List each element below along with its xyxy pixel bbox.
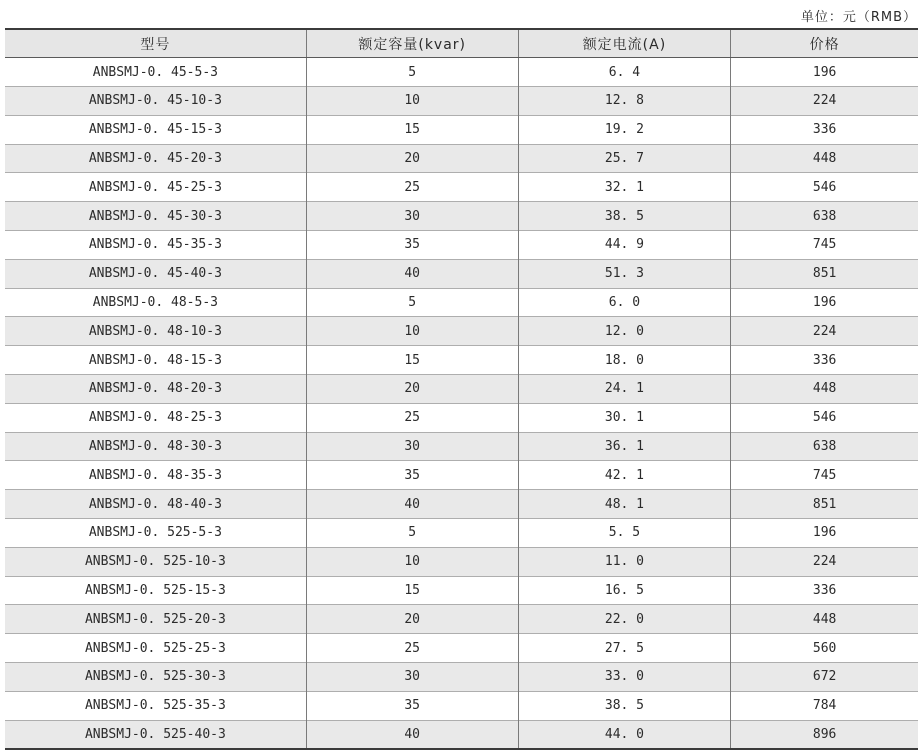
cell-capacity: 40 [306,259,518,288]
cell-model: ANBSMJ-0. 45-40-3 [88,266,222,282]
table-row [5,173,918,202]
cell-model: ANBSMJ-0. 45-25-3 [88,179,222,195]
header-row [5,29,918,58]
cell-current: 48. 1 [518,490,731,519]
table-row [5,605,918,634]
table-row [5,403,918,432]
cell-model: ANBSMJ-0. 45-15-3 [88,122,222,138]
table-row [5,115,918,144]
table-row [5,663,918,692]
unit-label: 单位：元（RMB） [800,10,917,25]
cell-current: 18. 0 [518,346,731,375]
cell-model: ANBSMJ-0. 48-35-3 [88,467,222,483]
table-row [5,375,918,404]
cell-current: 22. 0 [518,605,731,634]
cell-capacity: 15 [306,576,518,605]
cell-price: 851 [731,490,918,519]
cell-price: 448 [731,375,918,404]
cell-model: ANBSMJ-0. 525-30-3 [84,669,226,685]
cell-price: 448 [731,144,918,173]
cell-current: 36. 1 [518,432,731,461]
cell-current: 11. 0 [518,547,731,576]
table-row [5,432,918,461]
cell-model: ANBSMJ-0. 48-20-3 [88,381,222,397]
cell-capacity: 30 [306,432,518,461]
cell-capacity: 10 [306,317,518,346]
table-row [5,519,918,548]
cell-model: ANBSMJ-0. 525-5-3 [88,525,222,541]
cell-current: 5. 5 [518,519,731,548]
table-row [5,634,918,663]
cell-model: ANBSMJ-0. 48-10-3 [88,323,222,339]
cell-model: ANBSMJ-0. 45-5-3 [92,64,218,80]
cell-current: 6. 4 [518,58,731,87]
cell-capacity: 25 [306,403,518,432]
table-row [5,576,918,605]
cell-capacity: 15 [306,346,518,375]
table-row [5,547,918,576]
cell-capacity: 35 [306,231,518,260]
cell-capacity: 10 [306,87,518,116]
cell-model: ANBSMJ-0. 48-25-3 [88,410,222,426]
cell-capacity: 20 [306,375,518,404]
cell-price: 336 [731,576,918,605]
cell-current: 42. 1 [518,461,731,490]
cell-price: 745 [731,231,918,260]
cell-price: 896 [731,720,918,749]
cell-model: ANBSMJ-0. 48-40-3 [88,496,222,512]
cell-current: 44. 0 [518,720,731,749]
table-row [5,346,918,375]
cell-price: 336 [731,346,918,375]
cell-capacity: 40 [306,490,518,519]
cell-price: 546 [731,403,918,432]
cell-model: ANBSMJ-0. 525-35-3 [84,698,226,714]
cell-capacity: 40 [306,720,518,749]
cell-price: 224 [731,547,918,576]
table-row [5,317,918,346]
cell-model: ANBSMJ-0. 48-30-3 [88,439,222,455]
cell-model: ANBSMJ-0. 45-30-3 [88,208,222,224]
header-current: 额定电流(A) [518,29,731,58]
table-row [5,58,918,87]
cell-model: ANBSMJ-0. 525-15-3 [84,583,226,599]
cell-price: 196 [731,58,918,87]
cell-current: 32. 1 [518,173,731,202]
header-price: 价格 [731,29,918,58]
cell-capacity: 5 [306,58,518,87]
table-row [5,691,918,720]
cell-current: 24. 1 [518,375,731,404]
cell-model: ANBSMJ-0. 48-5-3 [92,295,218,311]
cell-current: 25. 7 [518,144,731,173]
table-header [5,29,918,58]
cell-current: 6. 0 [518,288,731,317]
cell-capacity: 35 [306,691,518,720]
cell-price: 784 [731,691,918,720]
cell-price: 224 [731,317,918,346]
table-row [5,259,918,288]
cell-price: 638 [731,432,918,461]
cell-current: 16. 5 [518,576,731,605]
cell-current: 12. 0 [518,317,731,346]
cell-capacity: 30 [306,202,518,231]
cell-price: 336 [731,115,918,144]
cell-current: 51. 3 [518,259,731,288]
cell-current: 38. 5 [518,202,731,231]
cell-price: 448 [731,605,918,634]
cell-price: 560 [731,634,918,663]
price-table [5,28,918,750]
cell-capacity: 35 [306,461,518,490]
table-row [5,490,918,519]
cell-model: ANBSMJ-0. 45-35-3 [88,237,222,253]
cell-capacity: 5 [306,288,518,317]
cell-capacity: 20 [306,605,518,634]
cell-model: ANBSMJ-0. 525-40-3 [84,726,226,742]
table-row [5,202,918,231]
header-model: 型号 [5,29,306,58]
cell-model: ANBSMJ-0. 45-20-3 [88,151,222,167]
header-capacity: 额定容量(kvar) [306,29,518,58]
cell-model: ANBSMJ-0. 525-10-3 [84,554,226,570]
cell-capacity: 25 [306,173,518,202]
cell-price: 638 [731,202,918,231]
cell-price: 851 [731,259,918,288]
cell-model: ANBSMJ-0. 525-25-3 [84,640,226,656]
table-row [5,720,918,749]
table-row [5,87,918,116]
table-row [5,461,918,490]
cell-current: 33. 0 [518,663,731,692]
cell-price: 672 [731,663,918,692]
table-row [5,288,918,317]
cell-model: ANBSMJ-0. 525-20-3 [84,611,226,627]
cell-price: 196 [731,519,918,548]
cell-price: 745 [731,461,918,490]
table-body [5,58,918,749]
cell-current: 44. 9 [518,231,731,260]
table-row [5,144,918,173]
cell-capacity: 20 [306,144,518,173]
cell-current: 12. 8 [518,87,731,116]
cell-capacity: 25 [306,634,518,663]
cell-current: 30. 1 [518,403,731,432]
cell-capacity: 10 [306,547,518,576]
cell-current: 38. 5 [518,691,731,720]
cell-current: 19. 2 [518,115,731,144]
cell-capacity: 30 [306,663,518,692]
cell-price: 546 [731,173,918,202]
cell-current: 27. 5 [518,634,731,663]
cell-capacity: 15 [306,115,518,144]
cell-capacity: 5 [306,519,518,548]
cell-price: 196 [731,288,918,317]
cell-model: ANBSMJ-0. 48-15-3 [88,352,222,368]
table-row [5,231,918,260]
cell-price: 224 [731,87,918,116]
cell-model: ANBSMJ-0. 45-10-3 [88,93,222,109]
